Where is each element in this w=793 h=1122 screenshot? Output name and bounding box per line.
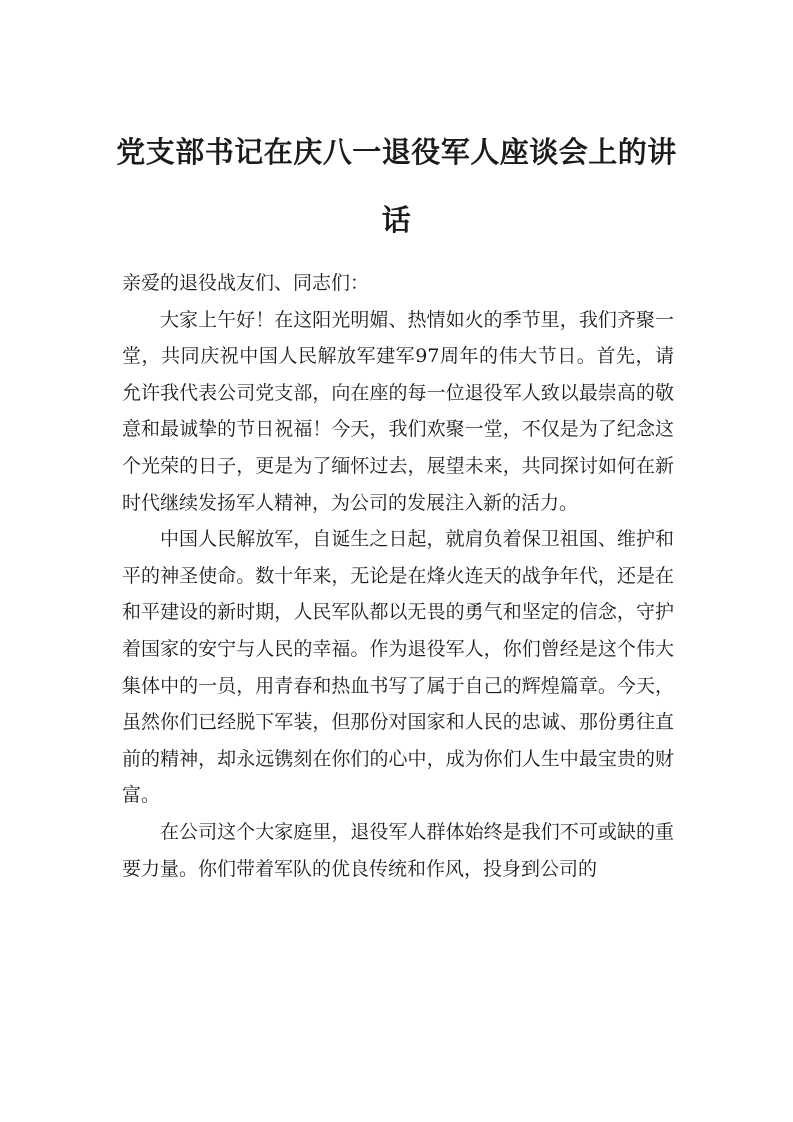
salutation: 亲爱的退役战友们、同志们： <box>122 272 370 294</box>
paragraph: 在公司这个大家庭里，退役军人群体始终是我们不可或缺的重要力量。你们带着军队的优良传统和作风，投身到公司的 <box>122 820 674 880</box>
paragraph: 大家上午好！在这阳光明媚、热情如火的季节里，我们齐聚一堂，共同庆祝中国人民解放军建军97周年的伟大节日。首先，请允许我代表公司党支部，向在座的每一位退役军人致以最崇高的敬意和最诚挚的节日祝福！今天，我们欢聚一堂，不仅是为了纪念这个光荣的日子，更是为了缅怀过去，展望未来，共同探讨如何在新时代继续发扬军人精神，为公司的发展注入新的活力。 <box>122 308 674 514</box>
document-body <box>122 265 674 887</box>
document-title: 党支部书记在庆八一退役军人座谈会上的讲话 <box>116 135 677 237</box>
paragraph: 中国人民解放军，自诞生之日起，就肩负着保卫祖国、维护和平的神圣使命。数十年来，无论是在烽火连天的战争年代，还是在和平建设的新时期，人民军队都以无畏的勇气和坚定的信念，守护着国家的安宁与人民的幸福。作为退役军人，你们曾经是这个伟大集体中的一员，用青春和热血书写了属于自己的辉煌篇章。今天，虽然你们已经脱下军装，但那份对国家和人民的忠诚、那份勇往直前的精神，却永远镌刻在你们的心中，成为你们人生中最宝贵的财富。 <box>122 528 674 807</box>
